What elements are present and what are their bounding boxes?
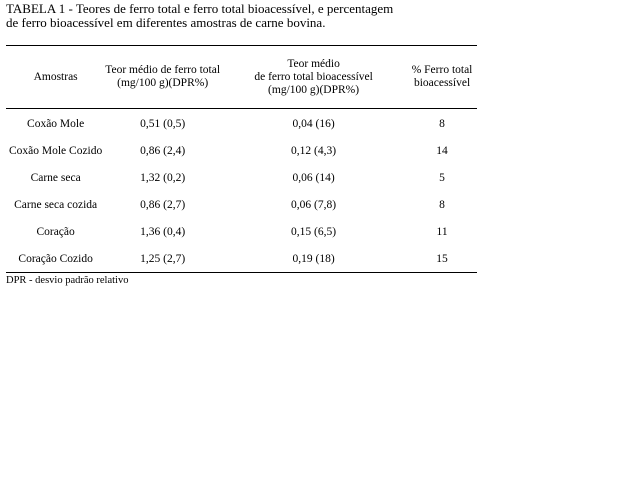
cell-bioaccessible-iron: 0,12 (4,3) [291, 144, 337, 157]
cell-bioaccessible-iron: 0,19 (18) [292, 252, 335, 265]
cell-sample: Coxão Mole Cozido [8, 144, 103, 157]
cell-sample: Coração [36, 225, 75, 238]
cell-total-iron: 1,32 (0,2) [140, 171, 186, 184]
cell-sample: Coração Cozido [18, 252, 93, 265]
caption-line-2: de ferro bioacessível em diferentes amostras de carne bovina. [6, 15, 326, 30]
header-percent-line-2: bioacessível [413, 77, 471, 89]
cell-total-iron: 1,36 (0,4) [140, 225, 186, 238]
header-row [6, 46, 477, 109]
header-percent [407, 46, 477, 109]
cell-bioaccessible-iron: 0,15 (6,5) [291, 225, 337, 238]
cell-percent: 11 [436, 225, 448, 238]
header-bioaccessible-line-2: de ferro total bioacessível [254, 70, 373, 83]
table-row [6, 218, 477, 245]
header-percent-line-1: % Ferro total [411, 64, 473, 76]
cell-percent: 14 [436, 144, 448, 157]
cell-bioaccessible-iron: 0,04 (16) [292, 117, 335, 130]
header-total-iron-line-2: (mg/100 g)(DPR%) [117, 77, 209, 89]
header-total-iron-line-1: Teor médio de ferro total [105, 64, 221, 76]
cell-bioaccessible-iron: 0,06 (14) [292, 171, 335, 184]
data-table-container [6, 45, 477, 273]
table-body [6, 109, 477, 273]
cell-percent: 5 [439, 171, 445, 184]
header-bioaccessible-line-1: Teor médio [287, 57, 340, 70]
table-row [6, 245, 477, 273]
cell-total-iron: 0,86 (2,4) [140, 144, 186, 157]
header-total-iron [105, 46, 220, 109]
iron-content-table [6, 45, 477, 273]
cell-percent: 8 [439, 117, 445, 130]
table-row [6, 109, 477, 138]
table-footnote: DPR - desvio padrão relativo [6, 275, 129, 286]
header-samples [6, 46, 105, 109]
cell-bioaccessible-iron: 0,06 (7,8) [291, 198, 337, 211]
cell-total-iron: 0,86 (2,7) [140, 198, 186, 211]
cell-sample: Coxão Mole [27, 117, 85, 130]
cell-percent: 8 [439, 198, 445, 211]
table-header [6, 46, 477, 109]
header-samples-label: Amostras [33, 70, 78, 83]
cell-total-iron: 1,25 (2,7) [140, 252, 186, 265]
cell-sample: Carne seca [30, 171, 81, 184]
header-bioaccessible-iron [220, 46, 407, 109]
table-row [6, 137, 477, 164]
cell-sample: Carne seca cozida [14, 198, 98, 211]
table-row [6, 164, 477, 191]
cell-percent: 15 [436, 252, 448, 265]
cell-total-iron: 0,51 (0,5) [140, 117, 186, 130]
table-caption [6, 2, 476, 30]
table-row [6, 191, 477, 218]
header-bioaccessible-line-3: (mg/100 g)(DPR%) [268, 83, 360, 96]
caption-line-1: TABELA 1 - Teores de ferro total e ferro total bioacessível, e percentagem [6, 1, 394, 16]
